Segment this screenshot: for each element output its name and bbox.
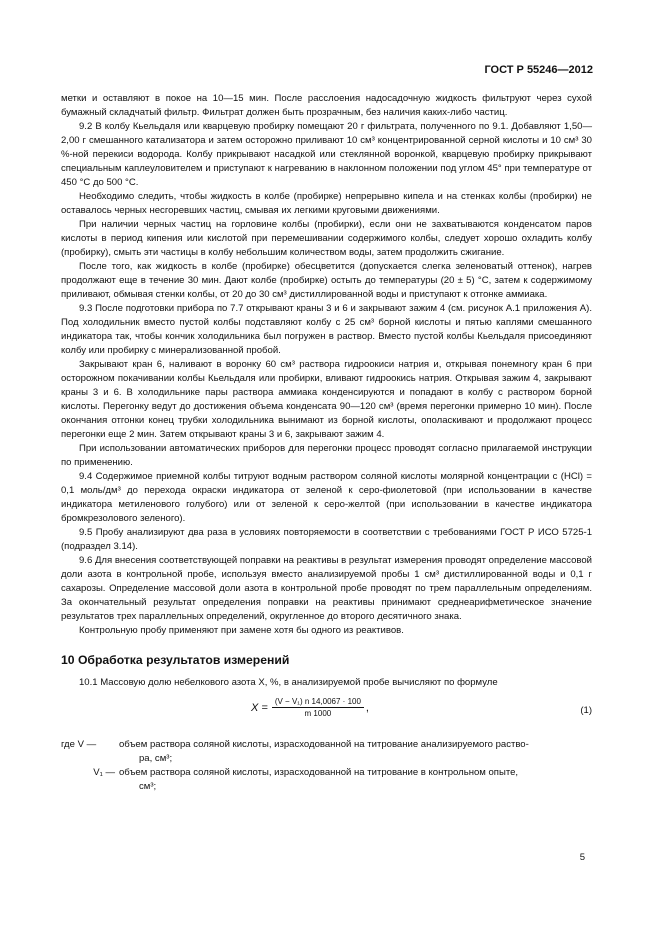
- definition-text: [119, 766, 592, 794]
- definition-item: [61, 766, 592, 794]
- paragraph-9-5: 9.5 Пробу анализируют два раза в условиях повторяемости в соответствии с требованиями ГОСТ Р ИСО 5725-1 (подраздел 3.14).: [61, 527, 592, 552]
- paragraph: После того, как жидкость в колбе (пробирке) обесцветится (допускается слегка зеленоватый оттенок), нагрев продолжают еще в течение 30 мин. Дают колбе (пробирке) остыть до температуры (20 ± 5) °С, затем к содержимому приливают, обмывая стенки колбы, от 20 до 30 см³ дистиллированной воды и приступают к отгонке аммиака.: [61, 261, 592, 300]
- paragraph: При наличии черных частиц на горловине колбы (пробирки), если они не захватываются конденсатом паров кислоты в период кипения или кислотой при перемешивании содержимого колбы, следует хорошо охладить колбу (пробирку), смыть эти частицы в колбу небольшим количеством воды, затем продолжить сжигание.: [61, 219, 592, 258]
- definition-symbol: где V —: [61, 739, 97, 750]
- paragraph: Закрывают кран 6, наливают в воронку 60 см³ раствора гидроокиси натрия и, открывая понемногу кран 6 при осторожном покачивании колбы Кьельдаля или пробирки, вливают гидроокись натрия. Открывая зажим 4, закрывают краны 3 и 6. В холодильнике пары раствора аммиака конденсируются и попадают в колбу с раствором борной кислоты. Перегонку ведут до достижения объема конденсата 90—120 см³ (время перегонки примерно 10 мин). После окончания отгонки конец трубки холодильника вынимают из борной кислоты, ополаскивают и продолжают процесс перегонки еще 2 мин. Затем открывают краны 3 и 6, закрывают зажим 4.: [61, 359, 592, 440]
- section-heading: 10 Обработка результатов измерений: [61, 653, 290, 667]
- formula-number: (1): [580, 705, 592, 716]
- formula-trail: ,: [365, 701, 369, 714]
- paragraph: Необходимо следить, чтобы жидкость в колбе (пробирке) непрерывно кипела и на стенках колбы (пробирки) не оставалось черных несгоревших частиц, смывая их легкими круговыми движениями.: [61, 191, 592, 216]
- definition-line: объем раствора соляной кислоты, израсходованной на титрование в контрольном опыте,: [119, 767, 519, 778]
- paragraph-9-6: 9.6 Для внесения соответствующей поправки на реактивы в результат измерения проводят определение массовой доли азота в контрольной пробе, используя вместо анализируемой пробы 1 см³ дистиллированной воды и 0,1 г сахарозы. Определение массовой доли азота в контрольной пробе проводят по трем параллельным определениям. За окончательный результат определения поправки на реактивы принимают среднеарифметическое значение результатов трех параллельных определений, округленное до второго десятичного знака.: [61, 555, 592, 622]
- formula-fraction: [272, 696, 364, 719]
- definition-line: объем раствора соляной кислоты, израсходованной на титрование анализируемого раство-: [119, 739, 529, 750]
- paragraph: метки и оставляют в покое на 10—15 мин. После расслоения надосадочную жидкость фильтруют через сухой бумажный складчатый фильтр. Фильтрат должен быть прозрачным, без наличия каких-либо частиц.: [61, 93, 592, 118]
- definition-line: ра, см³;: [139, 753, 173, 764]
- paragraph-9-4: 9.4 Содержимое приемной колбы титруют водным раствором соляной кислоты молярной концентрации с (HCl) = 0,1 моль/дм³ до перехода окраски индикатора от зеленой к серо-фиолетовой (при использовании в качестве индикатора метиленового голубого) или от зеленой к серо-желтой (при использовании в качестве индикатора бромкрезолового зеленого).: [61, 471, 592, 524]
- paragraph-10-1: 10.1 Массовую долю небелкового азота X, %, в анализируемой пробе вычисляют по формуле: [79, 677, 498, 688]
- formula-numerator: (V − V₁) n 14,0067 · 100: [272, 696, 364, 708]
- definition-line: см³;: [139, 781, 157, 792]
- paragraph-9-2: 9.2 В колбу Кьельдаля или кварцевую пробирку помещают 20 г фильтрата, полученного по 9.1. Добавляют 1,50—2,00 г смешанного катализатора и затем осторожно приливают 10 см³ концентрированной серной кислоты и 10 см³ 30 %-ной перекиси водорода. Колбу прикрывают насадкой или стеклянной воронкой, кварцевую пробирку прикрывают специальным каплеуловителем и приступают к нагреванию в наклонном положении под углом 45° при температуре от 450 °С до 500 °С.: [61, 121, 592, 188]
- page-number: 5: [579, 852, 585, 863]
- paragraph-9-3: 9.3 После подготовки прибора по 7.7 открывают краны 3 и 6 и закрывают зажим 4 (см. рисунок А.1 приложения А). Под холодильник вместо пустой колбы подставляют колбу с 25 см³ борной кислоты и пятью каплями смешанного индикатора так, чтобы кончик холодильника был погружен в раствор. Вместо пустой колбы Кьельдаля присоединяют колбу или пробирку с минерализованной пробой.: [61, 303, 592, 356]
- document-body: [61, 92, 592, 794]
- definition-symbol: V₁ —: [93, 767, 115, 778]
- definitions-list: [61, 738, 592, 794]
- formula-expression: [251, 696, 369, 719]
- standard-id: ГОСТ Р 55246—2012: [484, 64, 593, 76]
- paragraph: Контрольную пробу применяют при замене хотя бы одного из реактивов.: [79, 625, 404, 636]
- paragraph: При использовании автоматических приборов для перегонки процесс проводят согласно прилагаемой инструкции по применению.: [61, 443, 592, 468]
- definition-text: [119, 738, 592, 766]
- formula-denominator: m 1000: [304, 709, 332, 718]
- formula-1: [61, 694, 592, 732]
- formula-lhs: X =: [251, 701, 268, 714]
- definition-item: [61, 738, 592, 766]
